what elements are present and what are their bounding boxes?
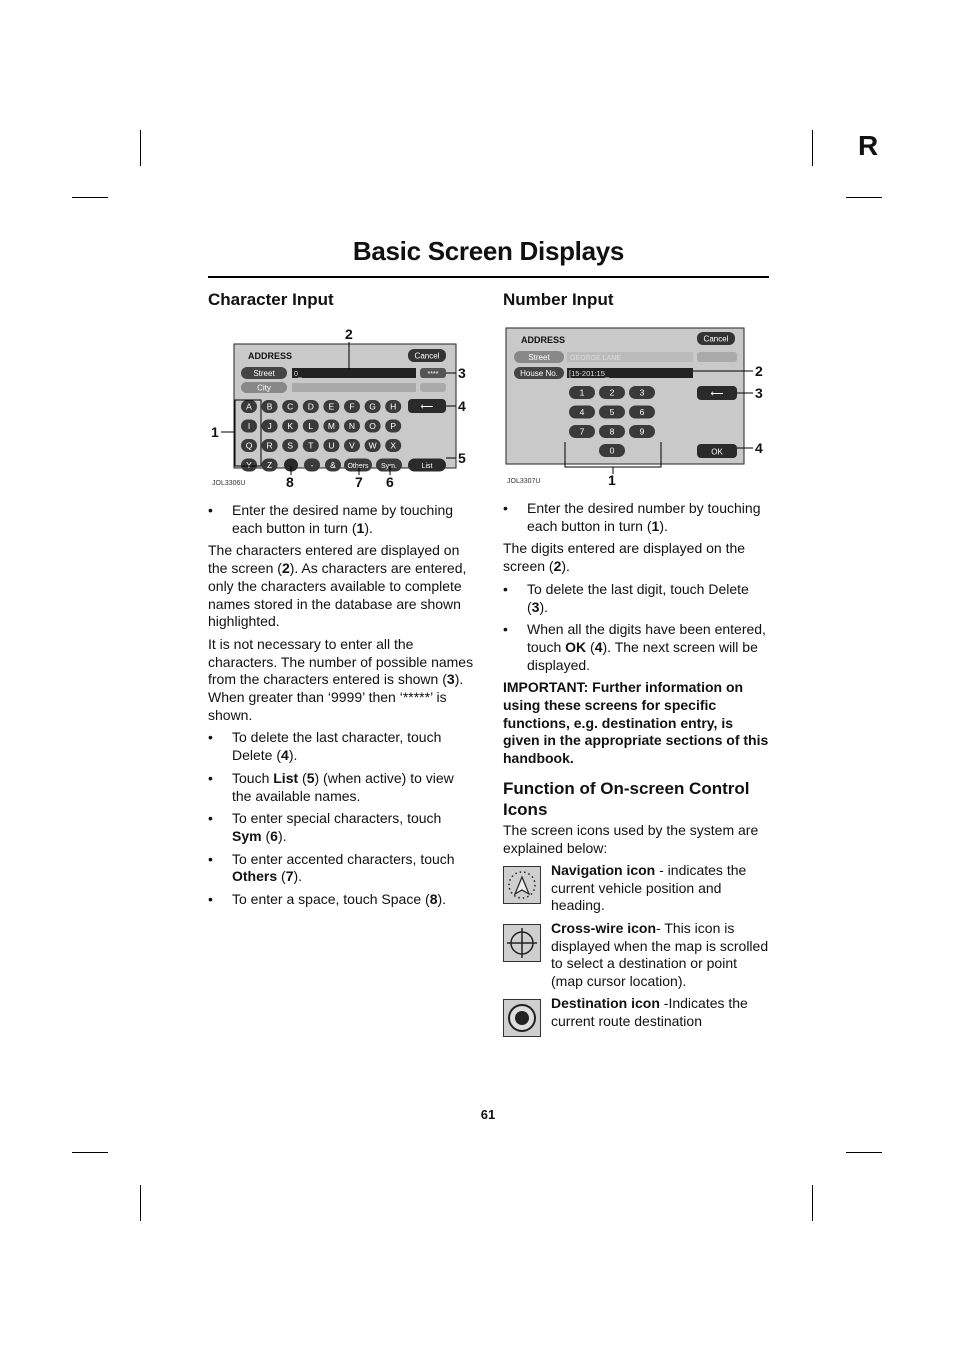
title-rule — [208, 276, 769, 278]
key-label: & — [330, 460, 336, 470]
key-label: Others — [347, 463, 369, 470]
cancel-button: Cancel — [414, 351, 440, 361]
bullet-item: • To enter accented characters, touch Others (7). — [208, 851, 474, 886]
key-label: K — [287, 421, 294, 431]
entry-field: [15-201:15_ — [569, 369, 610, 378]
key-label: T — [308, 440, 314, 451]
callout-6: 6 — [386, 474, 394, 490]
key-label: 0 — [609, 445, 615, 456]
screen-header-label: ADDRESS — [248, 351, 293, 361]
right-text — [503, 500, 769, 857]
key-label: N — [348, 421, 356, 431]
key-label: I — [247, 421, 251, 431]
key-label: List — [421, 463, 433, 470]
cancel-button: Cancel — [703, 334, 729, 344]
key-label: H — [390, 401, 397, 412]
paragraph: The digits entered are displayed on the screen (2). — [503, 540, 746, 575]
key-label: 3 — [639, 387, 645, 398]
house-number-button: House No. — [520, 369, 558, 378]
bullet-item: • Touch List (5) (when active) to view the available names. — [208, 770, 474, 805]
paragraph: It is not necessary to enter all the characters. The number of possible names from the characters entered is shown (3). When greater than ‘9999’ then ‘*****’ is shown. — [208, 635, 474, 723]
crop-mark — [140, 1185, 141, 1221]
crop-mark — [72, 1152, 108, 1153]
icon-description: Cross-wire icon- This icon is displayed when the map is scrolled to select a destination or point (map cursor location). — [551, 920, 769, 990]
key-label: O — [369, 421, 376, 431]
bullet-item: • When all the digits have been entered, touch OK (4). The next screen will be displayed. — [503, 621, 769, 674]
key-label: - — [310, 460, 314, 470]
key-label: Q — [245, 440, 253, 451]
character-input-figure — [208, 326, 474, 492]
callout-7: 7 — [355, 474, 363, 490]
page-number: 61 — [480, 1107, 496, 1122]
crop-mark — [72, 197, 108, 198]
street-button: Street — [528, 353, 550, 362]
count-field: **** — [427, 371, 439, 378]
key-label: 1 — [579, 387, 585, 398]
section-letter: R — [858, 130, 879, 161]
callout-2: 2 — [345, 326, 353, 342]
key-label: 4 — [579, 407, 585, 417]
key-label: R — [266, 440, 273, 451]
number-input-heading: Number Input — [503, 290, 614, 309]
callout-5: 5 — [458, 450, 466, 466]
callout-4: 4 — [458, 398, 466, 414]
delete-button: ⟵ — [710, 388, 724, 399]
destination-icon — [503, 999, 541, 1037]
figure-code: JOL3306U — [212, 480, 246, 487]
bullet-list — [208, 502, 474, 537]
key-label: P — [390, 421, 397, 431]
key-label: X — [390, 440, 397, 451]
key-label: A — [246, 401, 252, 412]
left-text — [208, 502, 474, 909]
key-label: S — [287, 440, 294, 451]
key-label: G — [369, 401, 376, 412]
character-input-screen — [208, 326, 474, 492]
important-note: IMPORTANT: Further information on using these screens for specific functions, e.g. destination entry, is given in the appropriate sections of this handbook. — [503, 679, 769, 767]
key-label: Y — [246, 460, 252, 470]
icon-description: Navigation icon - indicates the current vehicle position and heading. — [551, 862, 747, 914]
key-label: M — [327, 421, 335, 431]
bullet-item: • Enter the desired number by touching each button in turn (1). — [503, 500, 769, 535]
icon-description: Destination icon -Indicates the current route destination — [551, 995, 748, 1029]
bullet-item: • To delete the last character, touch Delete (4). — [208, 729, 474, 764]
callout-1: 1 — [608, 472, 616, 488]
figure-code: JOL3307U — [507, 478, 541, 485]
crop-mark — [846, 197, 882, 198]
key-label: C — [287, 401, 294, 412]
crop-mark — [812, 1185, 813, 1221]
key-label: 7 — [579, 426, 585, 437]
street-button: Street — [253, 369, 275, 378]
callout-1: 1 — [211, 424, 219, 440]
crosswire-icon — [503, 924, 541, 962]
key-label: L — [308, 421, 314, 431]
paragraph: The screen icons used by the system are explained below: — [503, 821, 759, 856]
key-label: 2 — [609, 387, 615, 398]
key-label: 8 — [609, 426, 615, 437]
bullet-list — [208, 729, 474, 908]
callout-3: 3 — [458, 365, 466, 381]
key-label: D — [307, 401, 314, 412]
key-label: 6 — [639, 407, 645, 417]
entry-field: 0_ — [294, 371, 302, 378]
crop-mark — [812, 130, 813, 166]
ok-button: OK — [711, 447, 723, 457]
screen-header-label: ADDRESS — [521, 335, 566, 345]
key-label: B — [266, 401, 273, 412]
crop-mark — [846, 1152, 882, 1153]
bullet-item: • To enter a space, touch Space (8). — [208, 891, 474, 909]
number-input-figure — [503, 326, 769, 492]
delete-button: ⟵ — [420, 401, 434, 412]
key-label: V — [349, 440, 355, 451]
key-label: W — [368, 440, 377, 451]
bullet-list — [503, 500, 769, 535]
callout-8: 8 — [286, 474, 294, 490]
character-input-heading: Character Input — [208, 290, 334, 309]
callout-4: 4 — [755, 440, 763, 456]
paragraph: The characters entered are displayed on the screen (2). As characters are entered, only the characters available to complete names stored in the database are shown highlighted. — [208, 542, 467, 630]
bullet-item: • To enter special characters, touch Sym (6). — [208, 810, 474, 845]
key-label: E — [328, 401, 335, 412]
key-label: F — [349, 401, 355, 412]
bullet-item: • Enter the desired name by touching each button in turn (1). — [208, 502, 474, 537]
callout-2: 2 — [755, 363, 763, 379]
bullet-list — [503, 581, 769, 675]
navigation-icon — [503, 866, 541, 904]
street-value: GEORGE LANE — [570, 355, 621, 362]
key-label: J — [267, 421, 272, 431]
city-button: City — [257, 383, 271, 393]
crop-mark — [140, 130, 141, 166]
key-label: 9 — [639, 426, 645, 437]
page-title: Basic Screen Displays — [352, 236, 625, 266]
key-label: 5 — [609, 407, 615, 417]
key-label: U — [328, 440, 335, 451]
control-icons-heading: Function of On-screen Control Icons — [503, 778, 750, 819]
bullet-item: • To delete the last digit, touch Delete (3). — [503, 581, 769, 616]
key-label: Z — [266, 460, 273, 470]
key-label: Sym. — [381, 463, 397, 470]
number-input-screen — [503, 326, 769, 492]
callout-3: 3 — [755, 385, 763, 401]
